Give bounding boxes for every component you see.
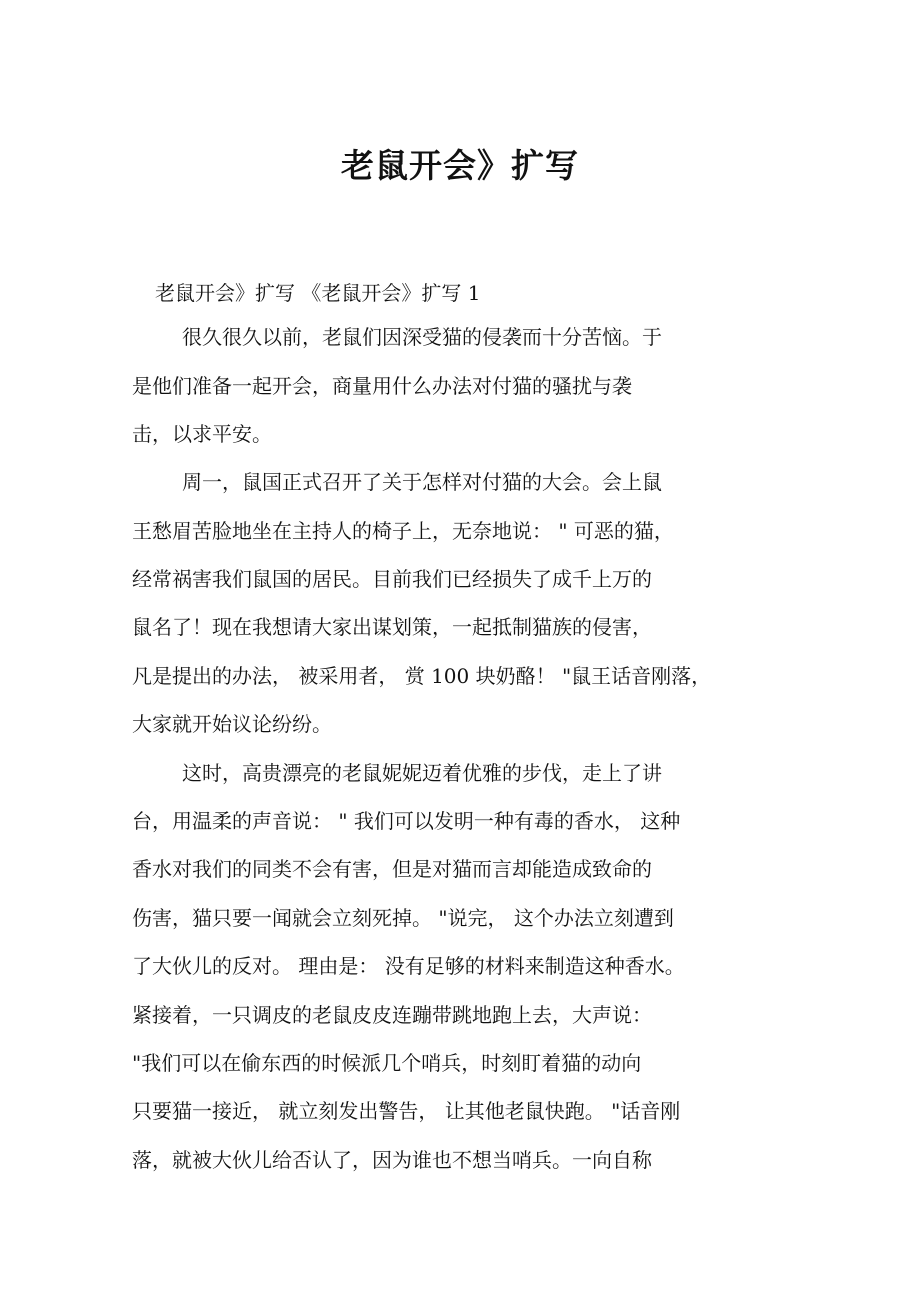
paragraph-2-line-5: 凡是提出的办法， 被采用者， 赏 100 块奶酪！ "鼠王话音刚落， [132,664,712,688]
paragraph-1-line-2: 是他们准备一起开会，商量用什么办法对付猫的骚扰与袭 [132,374,632,398]
paragraph-3-line-2: 台，用温柔的声音说： " 我们可以发明一种有毒的香水， 这种 [132,809,681,833]
paragraph-1-line-1: 很久很久以前，老鼠们因深受猫的侵袭而十分苦恼。于 [182,325,662,349]
paragraph-2-line-2: 王愁眉苦脸地坐在主持人的椅子上，无奈地说： " 可恶的猫， [132,519,674,543]
paragraph-2-line-3: 经常祸害我们鼠国的居民。目前我们已经损失了成千上万的 [132,567,652,591]
subtitle-line: 老鼠开会》扩写 《老鼠开会》扩写 1 [155,281,481,305]
paragraph-2-line-1: 周一，鼠国正式召开了关于怎样对付猫的大会。会上鼠 [182,470,662,494]
paragraph-3-line-1: 这时，高贵漂亮的老鼠妮妮迈着优雅的步伐，走上了讲 [182,761,662,785]
paragraph-3-line-6: 紧接着，一只调皮的老鼠皮皮连蹦带跳地跑上去，大声说： [132,1003,652,1027]
paragraph-3-line-8: 只要猫一接近， 就立刻发出警告， 让其他老鼠快跑。 "话音刚 [132,1099,681,1123]
paragraph-2-line-4: 鼠名了！现在我想请大家出谋划策，一起抵制猫族的侵害， [132,615,652,639]
paragraph-3-line-5: 了大伙儿的反对。 理由是： 没有足够的材料来制造这种香水。 [132,954,685,978]
paragraph-2-line-6: 大家就开始议论纷纷。 [132,712,332,736]
paragraph-3-line-3: 香水对我们的同类不会有害，但是对猫而言却能造成致命的 [132,857,652,881]
document-title: 老鼠开会》扩写 [341,146,579,185]
paragraph-1-line-3: 击，以求平安。 [132,422,272,446]
paragraph-3-line-4: 伤害，猫只要一闻就会立刻死掉。 "说完， 这个办法立刻遭到 [132,906,674,930]
paragraph-3-line-7: "我们可以在偷东西的时候派几个哨兵，时刻盯着猫的动向 [132,1051,642,1075]
paragraph-3-line-9: 落，就被大伙儿给否认了，因为谁也不想当哨兵。一向自称 [132,1148,652,1172]
